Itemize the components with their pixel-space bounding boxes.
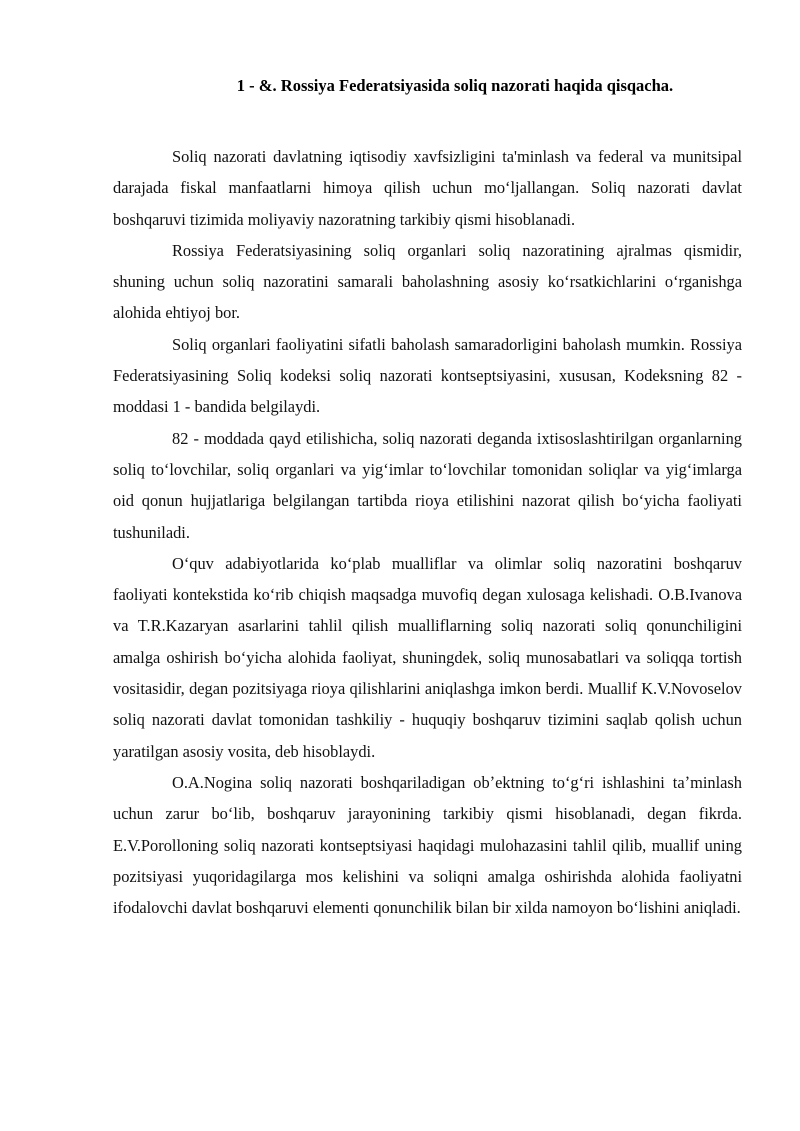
paragraph: Rossiya Federatsiyasining soliq organlari soliq nazoratining ajralmas qismidir, shuning uchun soliq nazoratini samarali baholashning asosiy koʻrsatkichlarini oʻrganishga alohida ehtiyoj bor. bbox=[113, 240, 742, 323]
paragraph: Soliq nazorati davlatning iqtisodiy xavfsizligini ta'minlash va federal va munitsipal darajada fiskal manfaatlarni himoya qilish uchun moʻljallangan. Soliq nazorati davlat boshqaruvi tizimida moliyaviy nazoratning tarkibiy qismi hisoblanadi. bbox=[113, 147, 742, 229]
section-heading: 1 - &. Rossiya Federatsiyasida soliq nazorati haqida qisqacha. bbox=[236, 76, 674, 95]
paragraph: 82 - moddada qayd etilishicha, soliq nazorati deganda ixtisoslashtirilgan organlarning soliq toʻlovchilar, soliq organlari va yigʻimlar toʻlovchilar tomonidan soliqlar va yigʻimlarga oid qonun hujjatlariga belgilangan tartibda rioya etilishini nazorat qilish boʻyicha faoliyati tushuniladi. bbox=[113, 428, 742, 542]
paragraph: O.A.Nogina soliq nazorati boshqariladigan obʼektning toʻgʻri ishlashini taʼminlash uchun zarur boʻlib, boshqaruv jarayonining tarkibiy qismi hisoblanadi, degan fikrda. E.V.Porolloning soliq nazorati kontseptsiyasi haqidagi mulohazasini tahlil qilib, muallif uning pozitsiyasi yuqoridagilarga mos kelishini va soliqni amalga oshirishda alohida faoliyatni ifodalovchi davlat boshqaruvi elementi qonunchilik bilan bir xilda namoyon boʻlishini aniqladi. bbox=[113, 772, 742, 918]
paragraph: Oʻquv adabiyotlarida koʻplab mualliflar va olimlar soliq nazoratini boshqaruv faoliyati kontekstida koʻrib chiqish maqsadga muvofiq degan xulosaga kelishadi. O.B.Ivanova va T.R.Kazaryan asarlarini tahlil qilish mualliflarning soliq nazorati soliq qonunchiligini amalga oshirish boʻyicha alohida faoliyat, shuningdek, soliq munosabatlari va soliqqa tortish vositasidir, degan pozitsiyaga rioya qilishlarini aniqlashga imkon berdi. Muallif K.V.Novoselov soliq nazorati davlat tomonidan tashkiliy - huquqiy boshqaruv tizimini saqlab qolish uchun yaratilgan asosiy vosita, deb hisoblaydi. bbox=[113, 553, 742, 761]
document-body bbox=[113, 141, 742, 923]
paragraph: Soliq organlari faoliyatini sifatli baholash samaradorligini baholash mumkin. Rossiya Federatsiyasining Soliq kodeksi soliq nazorati kontseptsiyasini, xususan, Kodeksning 82 - moddasi 1 - bandida belgilaydi. bbox=[113, 334, 742, 417]
